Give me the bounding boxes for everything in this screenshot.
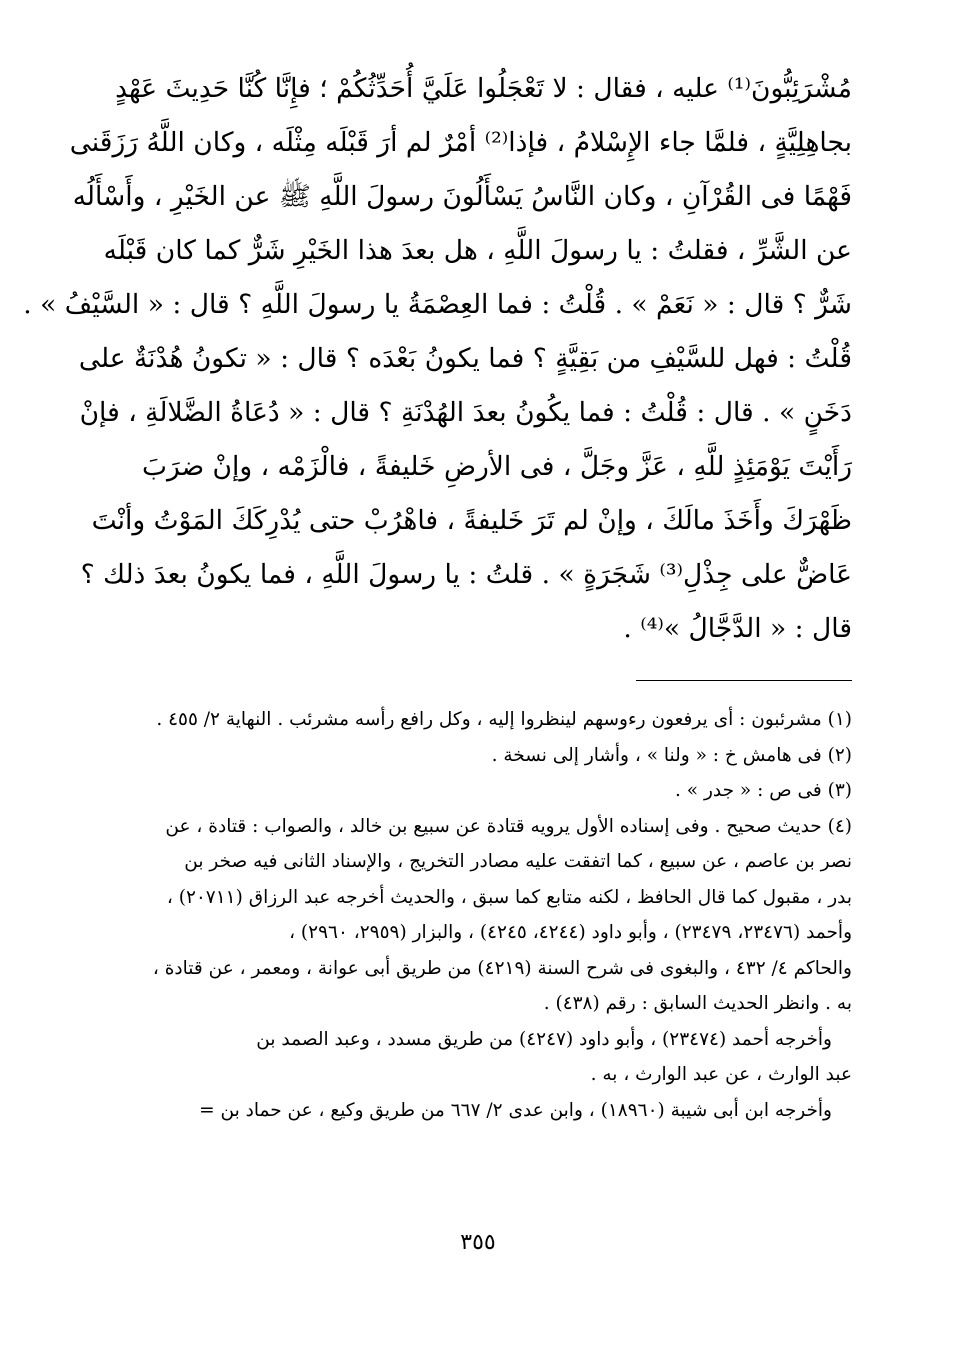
footnote-4-line-2: نصر بن عاصم ، عن سبيع ، كما اتفقت عليه مصادر التخريج ، والإسناد الثانى فيه صخر بن (184, 851, 852, 872)
footnote-4-line-5: والحاكم ٤/ ٤٣٢ ، والبغوى فى شرح السنة (٤٢١٩) من طريق أبى عوانة ، ومعمر ، عن قتادة ، (152, 957, 852, 979)
main-line-5: شَرٌّ ؟ قال : « نَعَمْ » . قُلْتُ : فما العِصْمَةُ يا رسولَ اللَّهِ ؟ قال : « السَّيْفُ » . (23, 289, 852, 320)
main-line-6: قُلْتُ : فهل للسَّيْفِ من بَقِيَّةٍ ؟ فما يكونُ بَعْدَه ؟ قال : « تكونُ هُدْنَةٌ على (78, 343, 852, 374)
footnote-4-line-1: (٤) حديث صحيح . وفى إسناده الأول يرويه قتادة عن سبيع بن خالد ، والصواب : قتادة ، عن (165, 815, 852, 837)
footnote-4-line-9: وأخرجه ابن أبى شيبة (١٨٩٦٠) ، وابن عدى ٢/ ٦٦٧ من طريق وكيع ، عن حماد بن = (199, 1099, 832, 1121)
footnote-4-line-4: وأحمد (٢٣٤٧٦، ٢٣٤٧٩) ، وأبو داود (٤٢٤٤، ٤٢٤٥) ، والبزار (٢٩٥٩، ٢٩٦٠) ، (289, 922, 852, 943)
footnote-separator (636, 680, 852, 681)
footnote-3: (٣) فى ص : « جدر » . (675, 780, 852, 801)
main-line-7: دَخَنٍ » . قال : قُلْتُ : فما يكُونُ بعدَ الهُدْنَةِ ؟ قال : « دُعَاةُ الضَّلالَةِ ، فإنْ (79, 397, 852, 428)
page-number: ٣٥٥ (460, 1230, 496, 1255)
main-line-8: رَأَيْتَ يَوْمَئِذٍ للَّهِ ، عَزَّ وجَلَّ ، فى الأرضِ خَليفةً ، فالْزَمْه ، وإنْ ضرَبَ (142, 451, 852, 482)
footnote-2: (٢) فى هامش خ : « ولنا » ، وأشار إلى نسخة . (491, 744, 852, 766)
footnote-4-line-3: بدر ، مقبول كما قال الحافظ ، لكنه متابع كما سبق ، والحديث أخرجه عبد الرزاق (٢٠٧١١) ، (166, 886, 852, 908)
main-text (23, 62, 852, 656)
footnote-4-line-8: عبد الوارث ، عن عبد الوارث ، به . (590, 1064, 852, 1085)
main-line-4: عن الشَّرِّ ، فقلتُ : يا رسولَ اللَّهِ ، هل بعدَ هذا الخَيْرِ شَرٌّ كما كان قَبْلَه (103, 235, 852, 266)
main-line-3: فَهْمًا فى القُرْآنِ ، وكان النَّاسُ يَسْأَلُونَ رسولَ اللَّهِ ﷺ عن الخَيْرِ ، وأَسْأَلُه (72, 181, 852, 212)
main-line-10: عَاضٌّ على جِذْلِ⁽³⁾ شَجَرَةٍ » . قلتُ : يا رسولَ اللَّهِ ، فما يكونُ بعدَ ذلك ؟ (80, 559, 852, 590)
footnote-4-line-6: به . وانظر الحديث السابق : رقم (٤٣٨) . (543, 993, 852, 1014)
footnotes (130, 702, 852, 1128)
main-line-2: بجاهِلِيَّةٍ ، فلمَّا جاء الإِسْلامُ ، فإذا⁽²⁾ أمْرٌ لم أرَ قَبْلَه مِثْلَه ، وكان اللَّهُ رَزَقَنى (69, 127, 852, 158)
main-line-1: مُشْرَئِبُّونَ⁽¹⁾ عليه ، فقال : لا تَعْجَلُوا عَلَيَّ أُحَدِّثُكُمْ ؛ فإِنَّا كُنَّا حَدِيثَ عَهْدٍ (115, 73, 852, 104)
main-line-9: ظَهْرَكَ وأَخَذَ مالَكَ ، وإنْ لم تَرَ خَليفةً ، فاهْرُبْ حتى يُدْرِكَكَ المَوْتُ وأنْتَ (91, 505, 852, 536)
footnote-4-line-7: وأخرجه أحمد (٢٣٤٧٤) ، وأبو داود (٤٢٤٧) من طريق مسدد ، وعبد الصمد بن (256, 1028, 832, 1050)
main-line-11: قال : « الدَّجَّالُ »⁽⁴⁾ . (623, 613, 852, 644)
footnote-1: (١) مشرئبون : أى يرفعون رءوسهم لينظروا إليه ، وكل رافع رأسه مشرئب . النهاية ٢/ ٤٥٥ . (156, 709, 852, 730)
